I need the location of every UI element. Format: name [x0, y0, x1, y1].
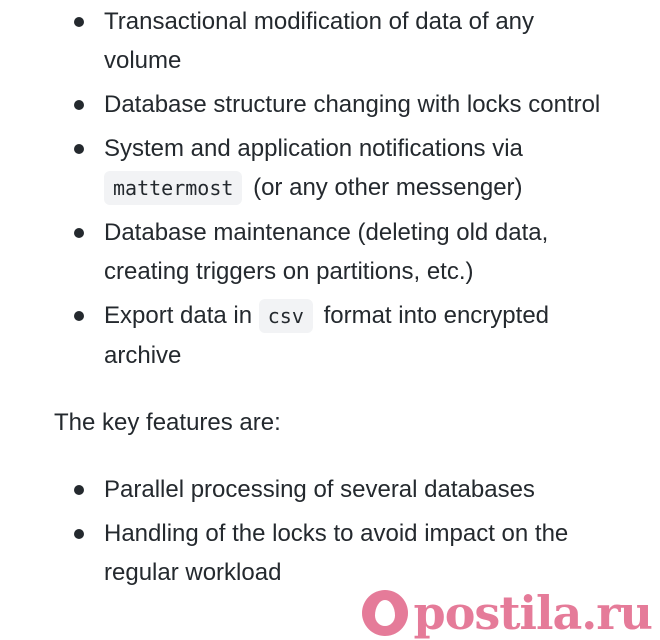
- watermark: [362, 587, 652, 639]
- inline-code: csv: [259, 299, 313, 333]
- bullet-icon: [74, 485, 84, 495]
- bullet-icon: [74, 311, 84, 321]
- list-item: [54, 85, 614, 124]
- list-item-text: Transactional modification of data of any volume: [104, 8, 535, 74]
- list-item-text-before: System and application notifications via: [104, 135, 523, 162]
- list-item-text: Database maintenance (deleting old data, creating triggers on partitions, etc.): [104, 219, 549, 285]
- watermark-text: postila.ru: [413, 586, 652, 640]
- list-item-text: Handling of the locks to avoid impact on the regular workload: [104, 520, 569, 586]
- list-item-text-before: Export data in: [104, 302, 253, 329]
- list-item: [54, 470, 614, 509]
- list-item-text-after: format into encrypted archive: [104, 302, 550, 369]
- bullet-icon: [74, 529, 84, 539]
- list-item-text-after: (or any other messenger): [253, 174, 523, 201]
- bullet-icon: [74, 100, 84, 110]
- bullet-icon: [74, 144, 84, 154]
- bullet-icon: [74, 228, 84, 238]
- bullet-icon: [74, 17, 84, 27]
- key-features-paragraph: The key features are:: [54, 409, 281, 436]
- key-features-list: [54, 470, 614, 592]
- inline-code: mattermost: [104, 171, 242, 205]
- list-item-text: Parallel processing of several databases: [104, 476, 535, 503]
- list-item: [54, 213, 614, 291]
- list-item-text: Database structure changing with locks control: [104, 91, 601, 118]
- list-item: [54, 129, 614, 208]
- postila-logo-icon: [362, 590, 408, 636]
- list-item: [54, 514, 614, 592]
- list-item: [54, 296, 614, 375]
- feature-list: [54, 2, 614, 375]
- document-body: [54, 2, 614, 597]
- list-item: [54, 2, 614, 80]
